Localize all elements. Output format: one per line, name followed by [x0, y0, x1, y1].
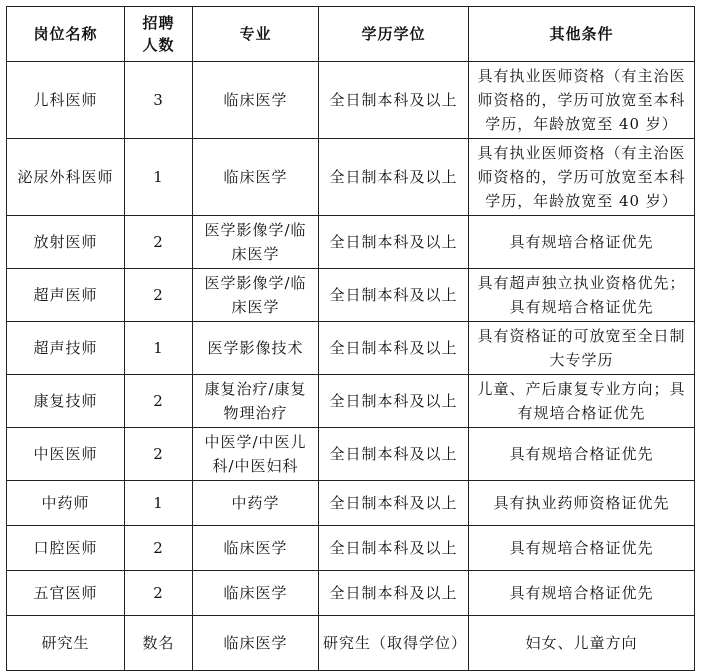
- cell-position: 五官医师: [7, 571, 125, 616]
- cell-conditions: 儿童、产后康复专业方向；具有规培合格证优先: [469, 375, 695, 428]
- cell-major: 临床医学: [193, 616, 319, 671]
- cell-count: 2: [125, 269, 193, 322]
- cell-conditions: 具有规培合格证优先: [469, 428, 695, 481]
- cell-conditions: 具有资格证的可放宽至全日制大专学历: [469, 322, 695, 375]
- header-degree: 学历学位: [319, 7, 469, 62]
- cell-position: 超声技师: [7, 322, 125, 375]
- cell-position: 中医医师: [7, 428, 125, 481]
- cell-count: 2: [125, 571, 193, 616]
- table-row: [7, 216, 695, 269]
- table-row: [7, 616, 695, 671]
- cell-degree: 全日制本科及以上: [319, 62, 469, 139]
- header-position: 岗位名称: [7, 7, 125, 62]
- cell-position: 超声医师: [7, 269, 125, 322]
- cell-major: 临床医学: [193, 571, 319, 616]
- cell-major: 中医学/中医儿科/中医妇科: [193, 428, 319, 481]
- table-header-row: [7, 7, 695, 62]
- cell-degree: 全日制本科及以上: [319, 526, 469, 571]
- cell-conditions: 具有规培合格证优先: [469, 526, 695, 571]
- header-major: 专业: [193, 7, 319, 62]
- cell-degree: 全日制本科及以上: [319, 322, 469, 375]
- cell-major: 临床医学: [193, 62, 319, 139]
- cell-count: 2: [125, 375, 193, 428]
- table-row: [7, 322, 695, 375]
- cell-degree: 全日制本科及以上: [319, 216, 469, 269]
- cell-major: 临床医学: [193, 526, 319, 571]
- cell-position: 放射医师: [7, 216, 125, 269]
- header-conditions: 其他条件: [469, 7, 695, 62]
- cell-degree: 全日制本科及以上: [319, 139, 469, 216]
- recruitment-table: [6, 6, 695, 671]
- cell-position: 儿科医师: [7, 62, 125, 139]
- cell-degree: 全日制本科及以上: [319, 481, 469, 526]
- cell-position: 中药师: [7, 481, 125, 526]
- cell-position: 泌尿外科医师: [7, 139, 125, 216]
- cell-degree: 全日制本科及以上: [319, 571, 469, 616]
- table-row: [7, 428, 695, 481]
- recruitment-table-container: [6, 6, 695, 671]
- cell-count: 1: [125, 139, 193, 216]
- cell-position: 康复技师: [7, 375, 125, 428]
- cell-conditions: 具有规培合格证优先: [469, 571, 695, 616]
- cell-count: 1: [125, 322, 193, 375]
- table-row: [7, 62, 695, 139]
- cell-degree: 研究生（取得学位）: [319, 616, 469, 671]
- cell-conditions: 具有执业医师资格（有主治医师资格的，学历可放宽至本科学历，年龄放宽至 40 岁）: [469, 62, 695, 139]
- cell-major: 医学影像学/临床医学: [193, 269, 319, 322]
- cell-count: 3: [125, 62, 193, 139]
- cell-major: 中药学: [193, 481, 319, 526]
- cell-position: 口腔医师: [7, 526, 125, 571]
- cell-conditions: 具有规培合格证优先: [469, 216, 695, 269]
- cell-degree: 全日制本科及以上: [319, 428, 469, 481]
- table-row: [7, 269, 695, 322]
- cell-count: 2: [125, 216, 193, 269]
- header-count-text: 招聘 人数: [142, 14, 175, 54]
- cell-major: 医学影像技术: [193, 322, 319, 375]
- cell-count: 数名: [125, 616, 193, 671]
- table-row: [7, 139, 695, 216]
- cell-count: 2: [125, 526, 193, 571]
- cell-degree: 全日制本科及以上: [319, 375, 469, 428]
- cell-conditions: 具有执业医师资格（有主治医师资格的，学历可放宽至本科学历，年龄放宽至 40 岁）: [469, 139, 695, 216]
- header-count: [125, 7, 193, 62]
- cell-count: 2: [125, 428, 193, 481]
- cell-position: 研究生: [7, 616, 125, 671]
- table-row: [7, 526, 695, 571]
- table-row: [7, 481, 695, 526]
- cell-major: 临床医学: [193, 139, 319, 216]
- table-row: [7, 571, 695, 616]
- cell-count: 1: [125, 481, 193, 526]
- table-row: [7, 375, 695, 428]
- cell-degree: 全日制本科及以上: [319, 269, 469, 322]
- cell-conditions: 妇女、儿童方向: [469, 616, 695, 671]
- cell-conditions: 具有超声独立执业资格优先；具有规培合格证优先: [469, 269, 695, 322]
- cell-major: 康复治疗/康复物理治疗: [193, 375, 319, 428]
- cell-major: 医学影像学/临床医学: [193, 216, 319, 269]
- cell-conditions: 具有执业药师资格证优先: [469, 481, 695, 526]
